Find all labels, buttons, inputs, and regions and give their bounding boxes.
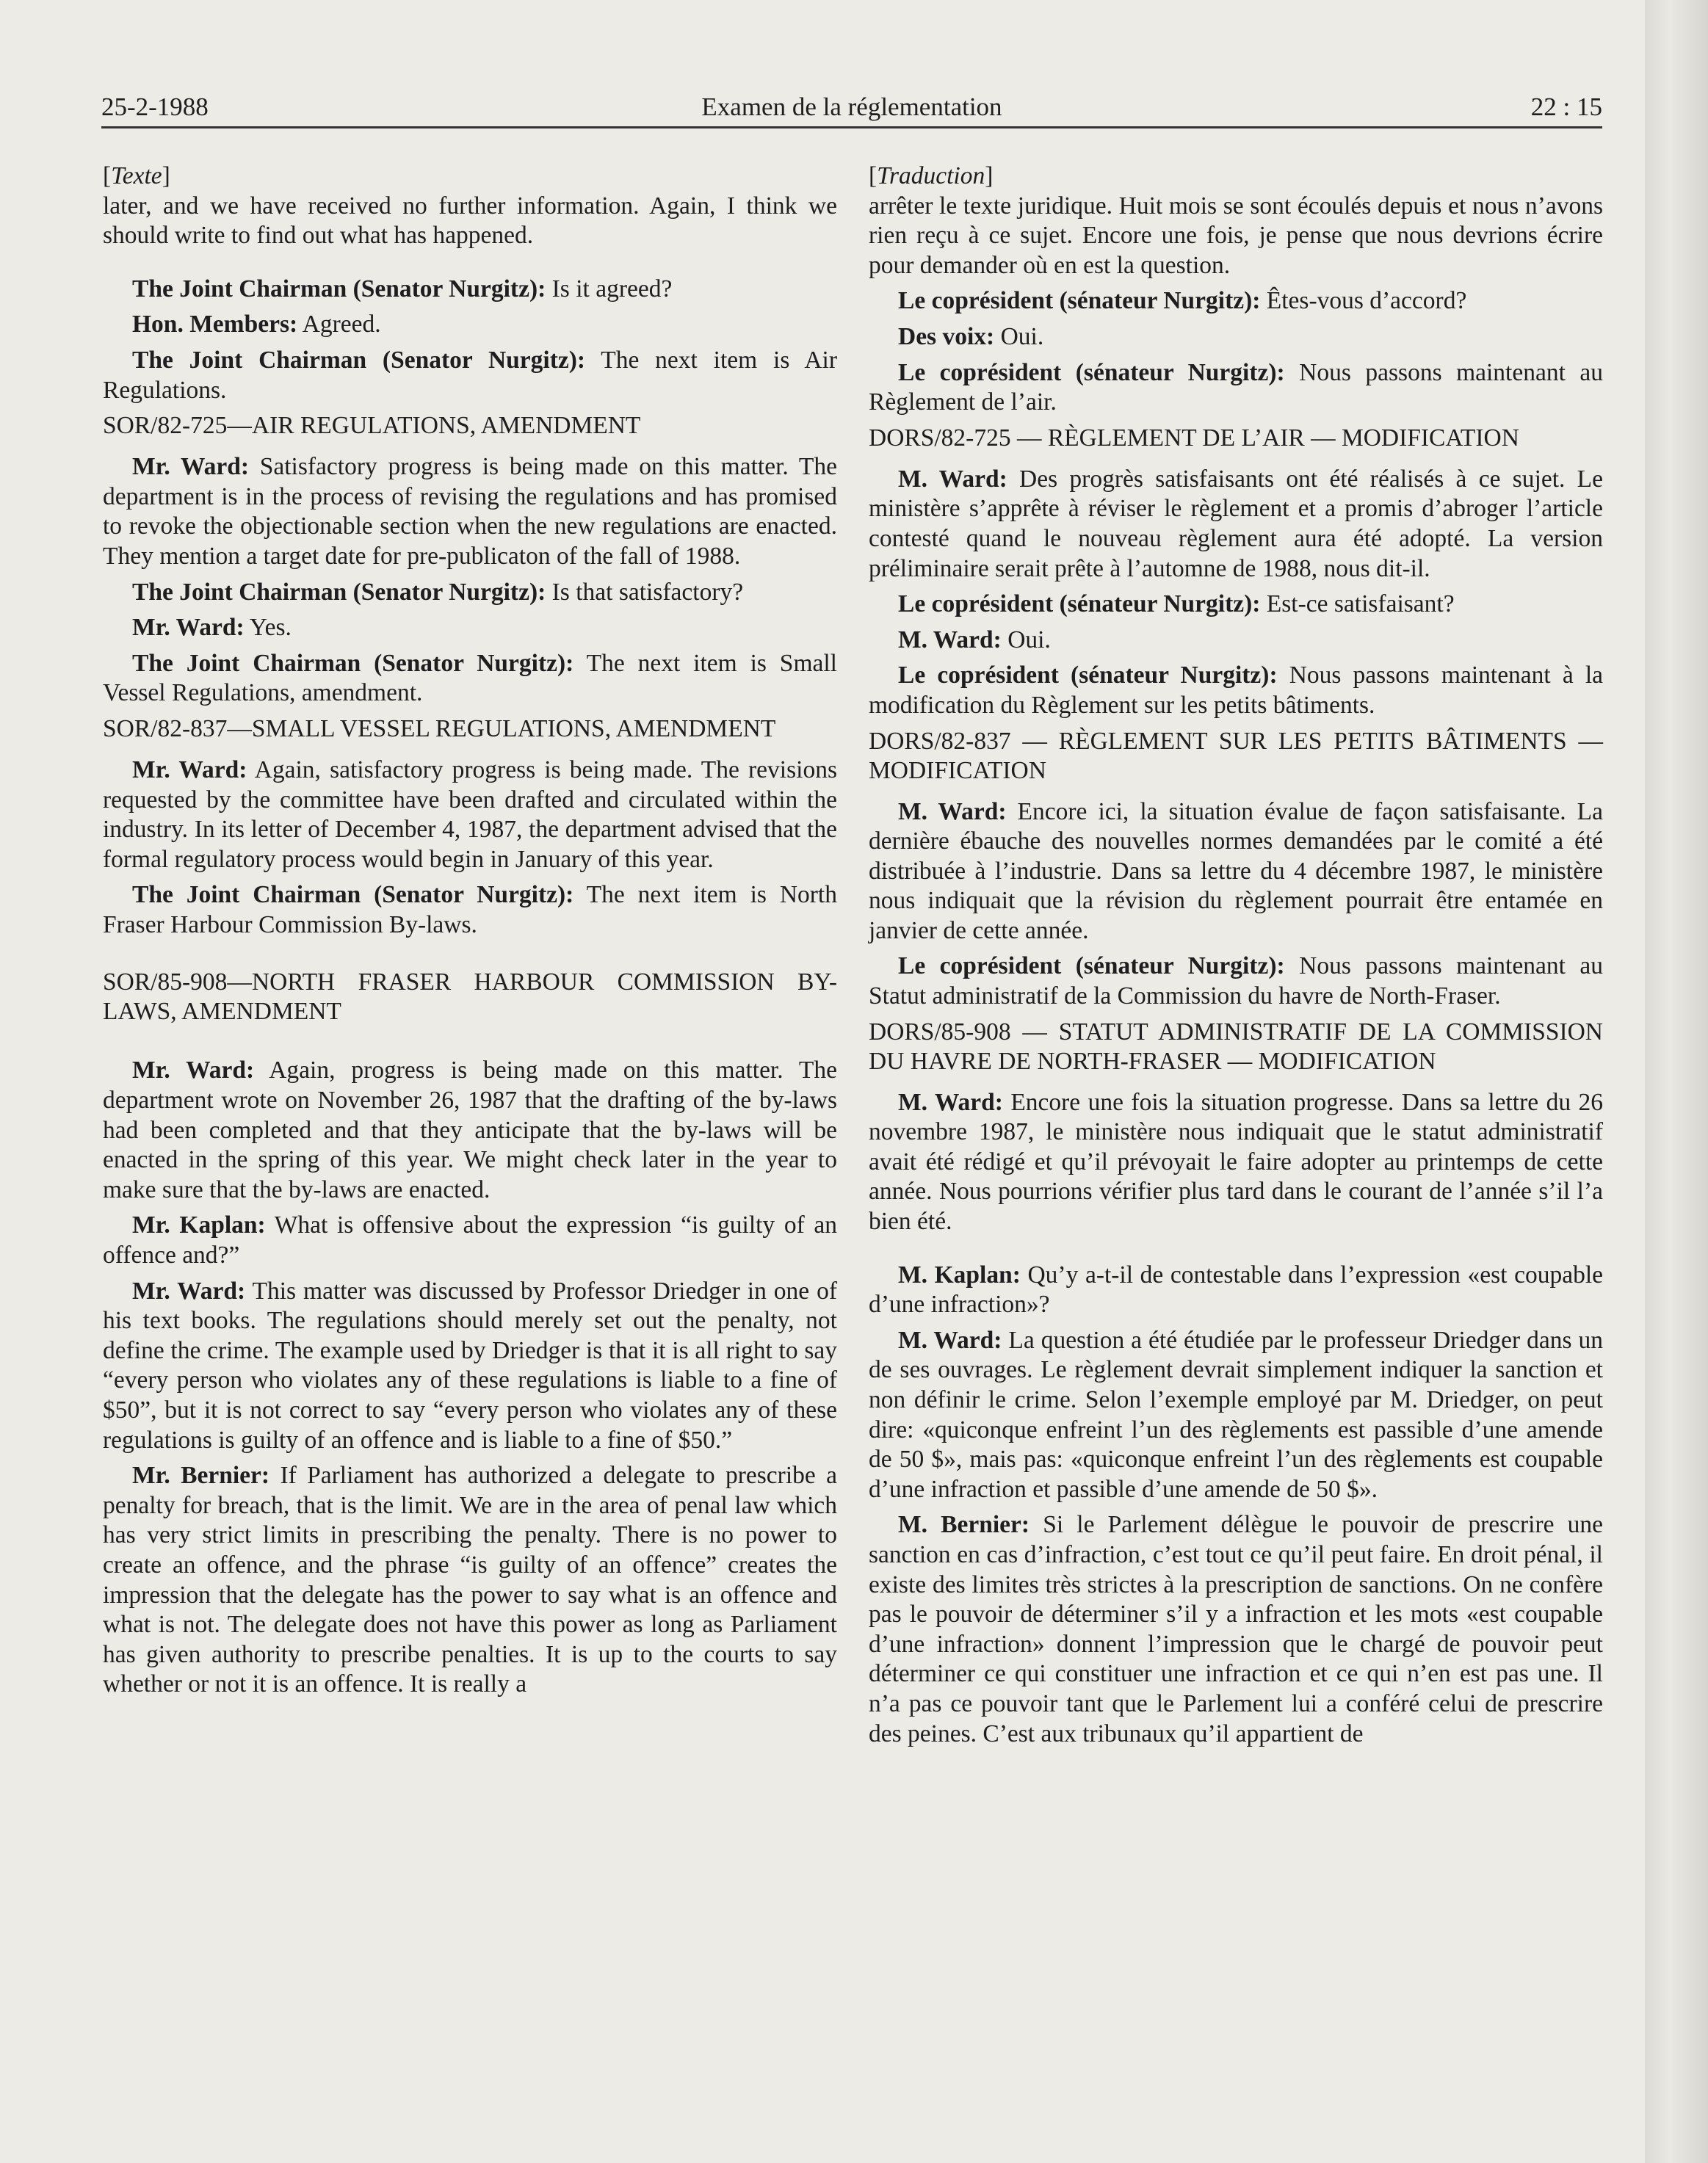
paragraph: Le coprésident (sénateur Nurgitz): Est-ce satisfaisant?: [898, 590, 1455, 618]
speaker: The Joint Chairman (Senator Nurgitz):: [132, 275, 546, 302]
speaker: Le coprésident (sénateur Nurgitz):: [898, 590, 1261, 618]
language-label: [Texte]: [103, 162, 170, 189]
speaker: Des voix:: [898, 322, 995, 350]
paragraph: Mr. Ward: Satisfactory progress is being made on this matter. The department is in the process of revising the regulations and has promised to revoke the objectionable section when the new regulations are enacted. They mention a target date for pre-publicaton of the fall of 1988.: [103, 453, 837, 570]
paragraph: M. Kaplan: Qu’y a-t-il de contestable dans l’expression «est coupable d’une infraction»?: [869, 1261, 1603, 1319]
speaker: Mr. Ward:: [132, 1277, 246, 1305]
section-heading: SOR/85-908—NORTH FRASER HARBOUR COMMISSION BY-LAWS, AMENDMENT: [103, 968, 837, 1026]
paragraph: M. Ward: Des progrès satisfaisants ont été réalisés à ce sujet. Le ministère s’apprête à réviser le règlement et a promis d’abroger l’article contesté quand le nouveau règlement aura été adopté. La version préliminaire serait prête à l’automne de 1988, nous dit-il.: [869, 465, 1604, 582]
speaker: The Joint Chairman (Senator Nurgitz):: [132, 578, 546, 606]
speaker: Mr. Ward:: [132, 453, 249, 481]
speaker: Mr. Ward:: [132, 756, 247, 783]
speaker: The Joint Chairman (Senator Nurgitz):: [132, 649, 574, 677]
speaker: Hon. Members:: [132, 311, 298, 338]
speaker: The Joint Chairman (Senator Nurgitz):: [132, 346, 586, 374]
paragraph: M. Ward: Encore ici, la situation évalue de façon satisfaisante. La dernière ébauche des nouvelles normes demandées par le comité a été distribuée à l’industrie. Dans sa lettre du 4 décembre 1987, le ministère nous indiquait que la révision du règlement pourrait être entamée en janvier de cette année.: [869, 797, 1603, 944]
paragraph: M. Ward: Encore une fois la situation progresse. Dans sa lettre du 26 novembre 1987, le ministère nous indiquait que le statut administratif avait été rédigé et qu’il prévoyait le faire adopter au printemps de cette année. Nous pourrions vérifier plus tard dans le courant de l’année s’il l’a bien été.: [869, 1088, 1604, 1236]
paragraph: Mr. Bernier: If Parliament has authorized a delegate to prescribe a penalty for breach, that is the limit. We are in the area of penal law which has very strict limits in prescribing the penalty. There is no power to create an offence, and the phrase “is guilty of an offence” creates the impression that the delegate has the power to say what is an offence and what is not. The delegate does not have this power as long as Parliament has given authority to prescribe penalties. It is up to the courts to say whether or not it is an offence. It is really a: [103, 1462, 837, 1698]
speaker: M. Ward:: [898, 1326, 1002, 1354]
paragraph: The Joint Chairman (Senator Nurgitz): The next item is North Fraser Harbour Commission By-laws.: [103, 881, 837, 938]
header-page-number: 22 : 15: [1530, 93, 1602, 121]
paragraph: Le coprésident (sénateur Nurgitz): Êtes-vous d’accord?: [898, 287, 1467, 315]
speaker: Le coprésident (sénateur Nurgitz):: [898, 358, 1285, 386]
speaker: Le coprésident (sénateur Nurgitz):: [898, 287, 1261, 315]
section-heading: DORS/85-908 — STATUT ADMINISTRATIF DE LA COMMISSION DU HAVRE DE NORTH-FRASER — MODIFICATION: [869, 1018, 1603, 1075]
header-date: 25-2-1988: [101, 93, 209, 121]
speaker: Mr. Ward:: [132, 1057, 255, 1084]
section-heading: SOR/82-725—AIR REGULATIONS, AMENDMENT: [103, 412, 641, 440]
paragraph: Mr. Ward: Again, satisfactory progress is being made. The revisions requested by the committee have been drafted and circulated within the industry. In its letter of December 4, 1987, the department advised that the formal regulatory process would begin in January of this year.: [103, 756, 837, 873]
paragraph: arrêter le texte juridique. Huit mois se sont écoulés depuis et nous n’avons rien reçu à ce sujet. Encore une fois, je pense que nous devrions écrire pour demander où en est la question.: [869, 192, 1603, 279]
paragraph: Le coprésident (sénateur Nurgitz): Nous passons maintenant au Statut administratif de la Commission du havre de North-Fraser.: [869, 952, 1604, 1010]
paragraph: The Joint Chairman (Senator Nurgitz): Is that satisfactory?: [132, 578, 744, 606]
speaker: Le coprésident (sénateur Nurgitz):: [898, 952, 1285, 980]
paragraph: The Joint Chairman (Senator Nurgitz): The next item is Small Vessel Regulations, amendment.: [103, 649, 837, 707]
speaker: The Joint Chairman (Senator Nurgitz):: [132, 881, 574, 909]
paragraph: Mr. Ward: Again, progress is being made on this matter. The department wrote on November 26, 1987 that the drafting of the by-laws had been completed and that they anticipate that the by-laws will be enacted in the spring of this year. We might check later in the year to make sure that the by-laws are enacted.: [103, 1057, 837, 1203]
paragraph: M. Ward: Oui.: [898, 626, 1051, 653]
speaker: M. Ward:: [898, 626, 1002, 653]
paragraph: M. Bernier: Si le Parlement délègue le pouvoir de prescrire une sanction en cas d’infraction, c’est tout ce qu’il peut faire. En droit pénal, il existe des limites très strictes à la prescription de sanctions. On ne confère pas le pouvoir de déterminer s’il y a infraction et les mots «est coupable d’une infraction» donnent l’impression que le chargé de pouvoir peut déterminer ce qui constituer une infraction et ce qui n’en est pas une. Il n’a pas ce pouvoir tant que le Parlement lui a conféré celui de prescrire des peines. C’est aux tribunaux qu’il appartient de: [869, 1511, 1603, 1747]
paragraph: The Joint Chairman (Senator Nurgitz): The next item is Air Regulations.: [103, 346, 837, 404]
paragraph: Le coprésident (sénateur Nurgitz): Nous passons maintenant à la modification du Règlement sur les petits bâtiments.: [869, 662, 1603, 719]
speaker: M. Bernier:: [898, 1511, 1030, 1539]
paragraph: Mr. Kaplan: What is offensive about the expression “is guilty of an offence and?”: [103, 1211, 837, 1269]
section-heading: DORS/82-837 — RÈGLEMENT SUR LES PETITS BÂTIMENTS — MODIFICATION: [869, 727, 1603, 784]
speaker: Le coprésident (sénateur Nurgitz):: [898, 662, 1278, 689]
french-column: [869, 162, 1603, 1755]
english-column: [103, 162, 837, 1706]
speaker: M. Ward:: [898, 465, 1007, 493]
paragraph: M. Ward: La question a été étudiée par le professeur Driedger dans un de ses ouvrages. Le règlement devrait simplement indiquer la sanction et non définir le crime. Selon l’exemple employé par M. Driedger, on peut dire: «quiconque enfreint l’un des règlements est passible d’une amende de 50 $», mais pas: «quiconque enfreint l’un des règlements est coupable d’une infraction et passible d’une amende de 50 $».: [869, 1326, 1603, 1503]
speaker: M. Kaplan:: [898, 1261, 1021, 1289]
section-heading: SOR/82-837—SMALL VESSEL REGULATIONS, AMENDMENT: [103, 714, 776, 742]
paragraph: The Joint Chairman (Senator Nurgitz): Is it agreed?: [132, 275, 673, 302]
paragraph: Hon. Members: Agreed.: [132, 311, 381, 338]
page-edge: [1645, 0, 1708, 2163]
language-label: [Traduction]: [869, 162, 994, 189]
paragraph: Des voix: Oui.: [898, 322, 1044, 350]
paragraph: later, and we have received no further information. Again, I think we should write to find out what has happened.: [103, 192, 837, 250]
header-title: Examen de la réglementation: [701, 93, 1002, 121]
speaker: Mr. Bernier:: [132, 1462, 270, 1490]
section-heading: DORS/82-725 — RÈGLEMENT DE L’AIR — MODIFICATION: [869, 424, 1519, 452]
paragraph: Le coprésident (sénateur Nurgitz): Nous passons maintenant au Règlement de l’air.: [869, 358, 1604, 416]
speaker: Mr. Kaplan:: [132, 1211, 266, 1239]
page-header: [101, 82, 1602, 128]
speaker: M. Ward:: [898, 1088, 1003, 1116]
paragraph: Mr. Ward: This matter was discussed by Professor Driedger in one of his text books. The regulations should merely set out the penalty, not define the crime. The example used by Driedger is that it is all right to say “every person who violates any of these regulations is liable to a fine of $50”, but it is not correct to say “every person who violates any of these regulations is guilty of an offence and is liable to a fine of $50.”: [103, 1277, 837, 1454]
speaker: M. Ward:: [898, 797, 1007, 825]
paragraph: Mr. Ward: Yes.: [132, 614, 292, 642]
speaker: Mr. Ward:: [132, 614, 245, 642]
